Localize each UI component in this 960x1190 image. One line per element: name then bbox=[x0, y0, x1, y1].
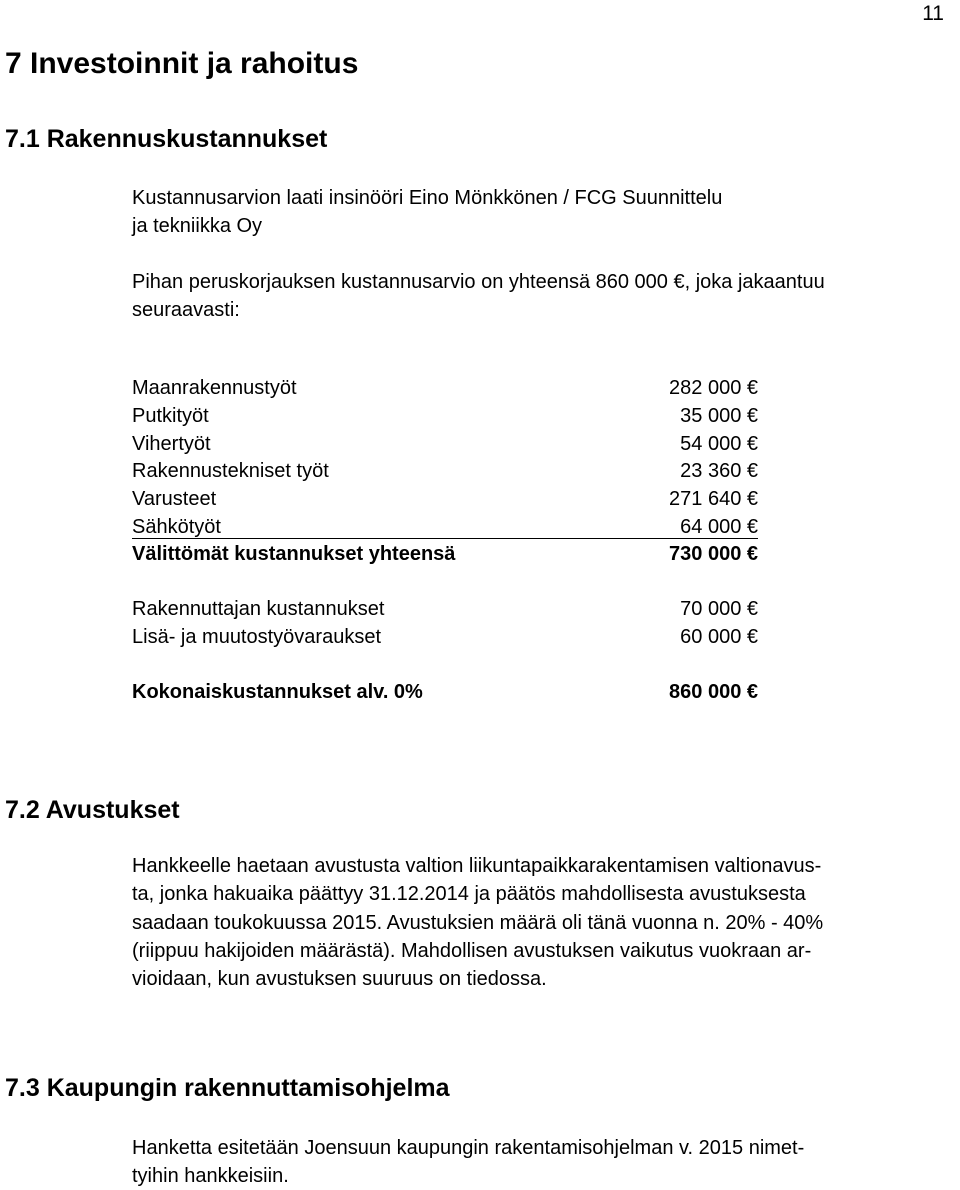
cost-label: Rakennuttajan kustannukset bbox=[132, 598, 385, 620]
cost-label: Maanrakennustyöt bbox=[132, 377, 297, 399]
cost-row bbox=[132, 598, 758, 626]
page-number: 11 bbox=[922, 2, 944, 25]
grand-total-row bbox=[132, 681, 758, 709]
direct-total-row bbox=[132, 543, 758, 571]
program-line-2: tyihin hankkeisiin. bbox=[132, 1165, 289, 1187]
summary-line-1: Pihan peruskorjauksen kustannusarvio on yhteensä 860 000 €, joka jakaantuu bbox=[132, 271, 825, 293]
page-title: 7 Investoinnit ja rahoitus bbox=[5, 47, 359, 80]
summary-line-2: seuraavasti: bbox=[132, 299, 240, 321]
grand-total-value: 860 000 € bbox=[669, 681, 758, 703]
intro-line-1: Kustannusarvion laati insinööri Eino Mönkkönen / FCG Suunnittelu bbox=[132, 187, 723, 209]
cost-label: Vihertyöt bbox=[132, 433, 211, 455]
total-separator-line bbox=[132, 538, 758, 539]
grants-line-1: Hankkeelle haetaan avustusta valtion liikuntapaikkarakentamisen valtionavus- bbox=[132, 855, 822, 877]
cost-row bbox=[132, 488, 758, 516]
cost-value: 35 000 € bbox=[680, 405, 758, 427]
program-line-1: Hanketta esitetään Joensuun kaupungin rakentamisohjelman v. 2015 nimet- bbox=[132, 1137, 805, 1159]
cost-label: Rakennustekniset työt bbox=[132, 460, 329, 482]
cost-row bbox=[132, 377, 758, 405]
cost-value: 60 000 € bbox=[680, 626, 758, 648]
grants-line-2: ta, jonka hakuaika päättyy 31.12.2014 ja päätös mahdollisesta avustuksesta bbox=[132, 883, 806, 905]
intro-line-2: ja tekniikka Oy bbox=[132, 215, 263, 237]
grants-line-4: (riippuu hakijoiden määrästä). Mahdollisen avustuksen vaikutus vuokraan ar- bbox=[132, 940, 812, 962]
cost-row bbox=[132, 433, 758, 461]
cost-row bbox=[132, 405, 758, 433]
cost-value: 23 360 € bbox=[680, 460, 758, 482]
cost-value: 282 000 € bbox=[669, 377, 758, 399]
cost-value: 54 000 € bbox=[680, 433, 758, 455]
cost-label: Lisä- ja muutostyövaraukset bbox=[132, 626, 382, 648]
cost-label: Sähkötyöt bbox=[132, 516, 221, 538]
grants-line-5: vioidaan, kun avustuksen suuruus on tiedossa. bbox=[132, 968, 547, 990]
cost-row bbox=[132, 626, 758, 654]
section-heading-grants: 7.2 Avustukset bbox=[5, 796, 180, 824]
cost-row bbox=[132, 460, 758, 488]
section-heading-costs: 7.1 Rakennuskustannukset bbox=[5, 125, 328, 153]
grants-line-3: saadaan toukokuussa 2015. Avustuksien määrä oli tänä vuonna n. 20% - 40% bbox=[132, 912, 824, 934]
cost-label: Varusteet bbox=[132, 488, 217, 510]
grand-total-label: Kokonaiskustannukset alv. 0% bbox=[132, 681, 423, 703]
cost-row bbox=[132, 516, 758, 544]
section-heading-program: 7.3 Kaupungin rakennuttamisohjelma bbox=[5, 1074, 450, 1102]
cost-label: Putkityöt bbox=[132, 405, 209, 427]
cost-value: 64 000 € bbox=[680, 516, 758, 538]
direct-total-value: 730 000 € bbox=[669, 543, 758, 565]
cost-value: 70 000 € bbox=[680, 598, 758, 620]
direct-total-label: Välittömät kustannukset yhteensä bbox=[132, 543, 456, 565]
cost-value: 271 640 € bbox=[669, 488, 758, 510]
